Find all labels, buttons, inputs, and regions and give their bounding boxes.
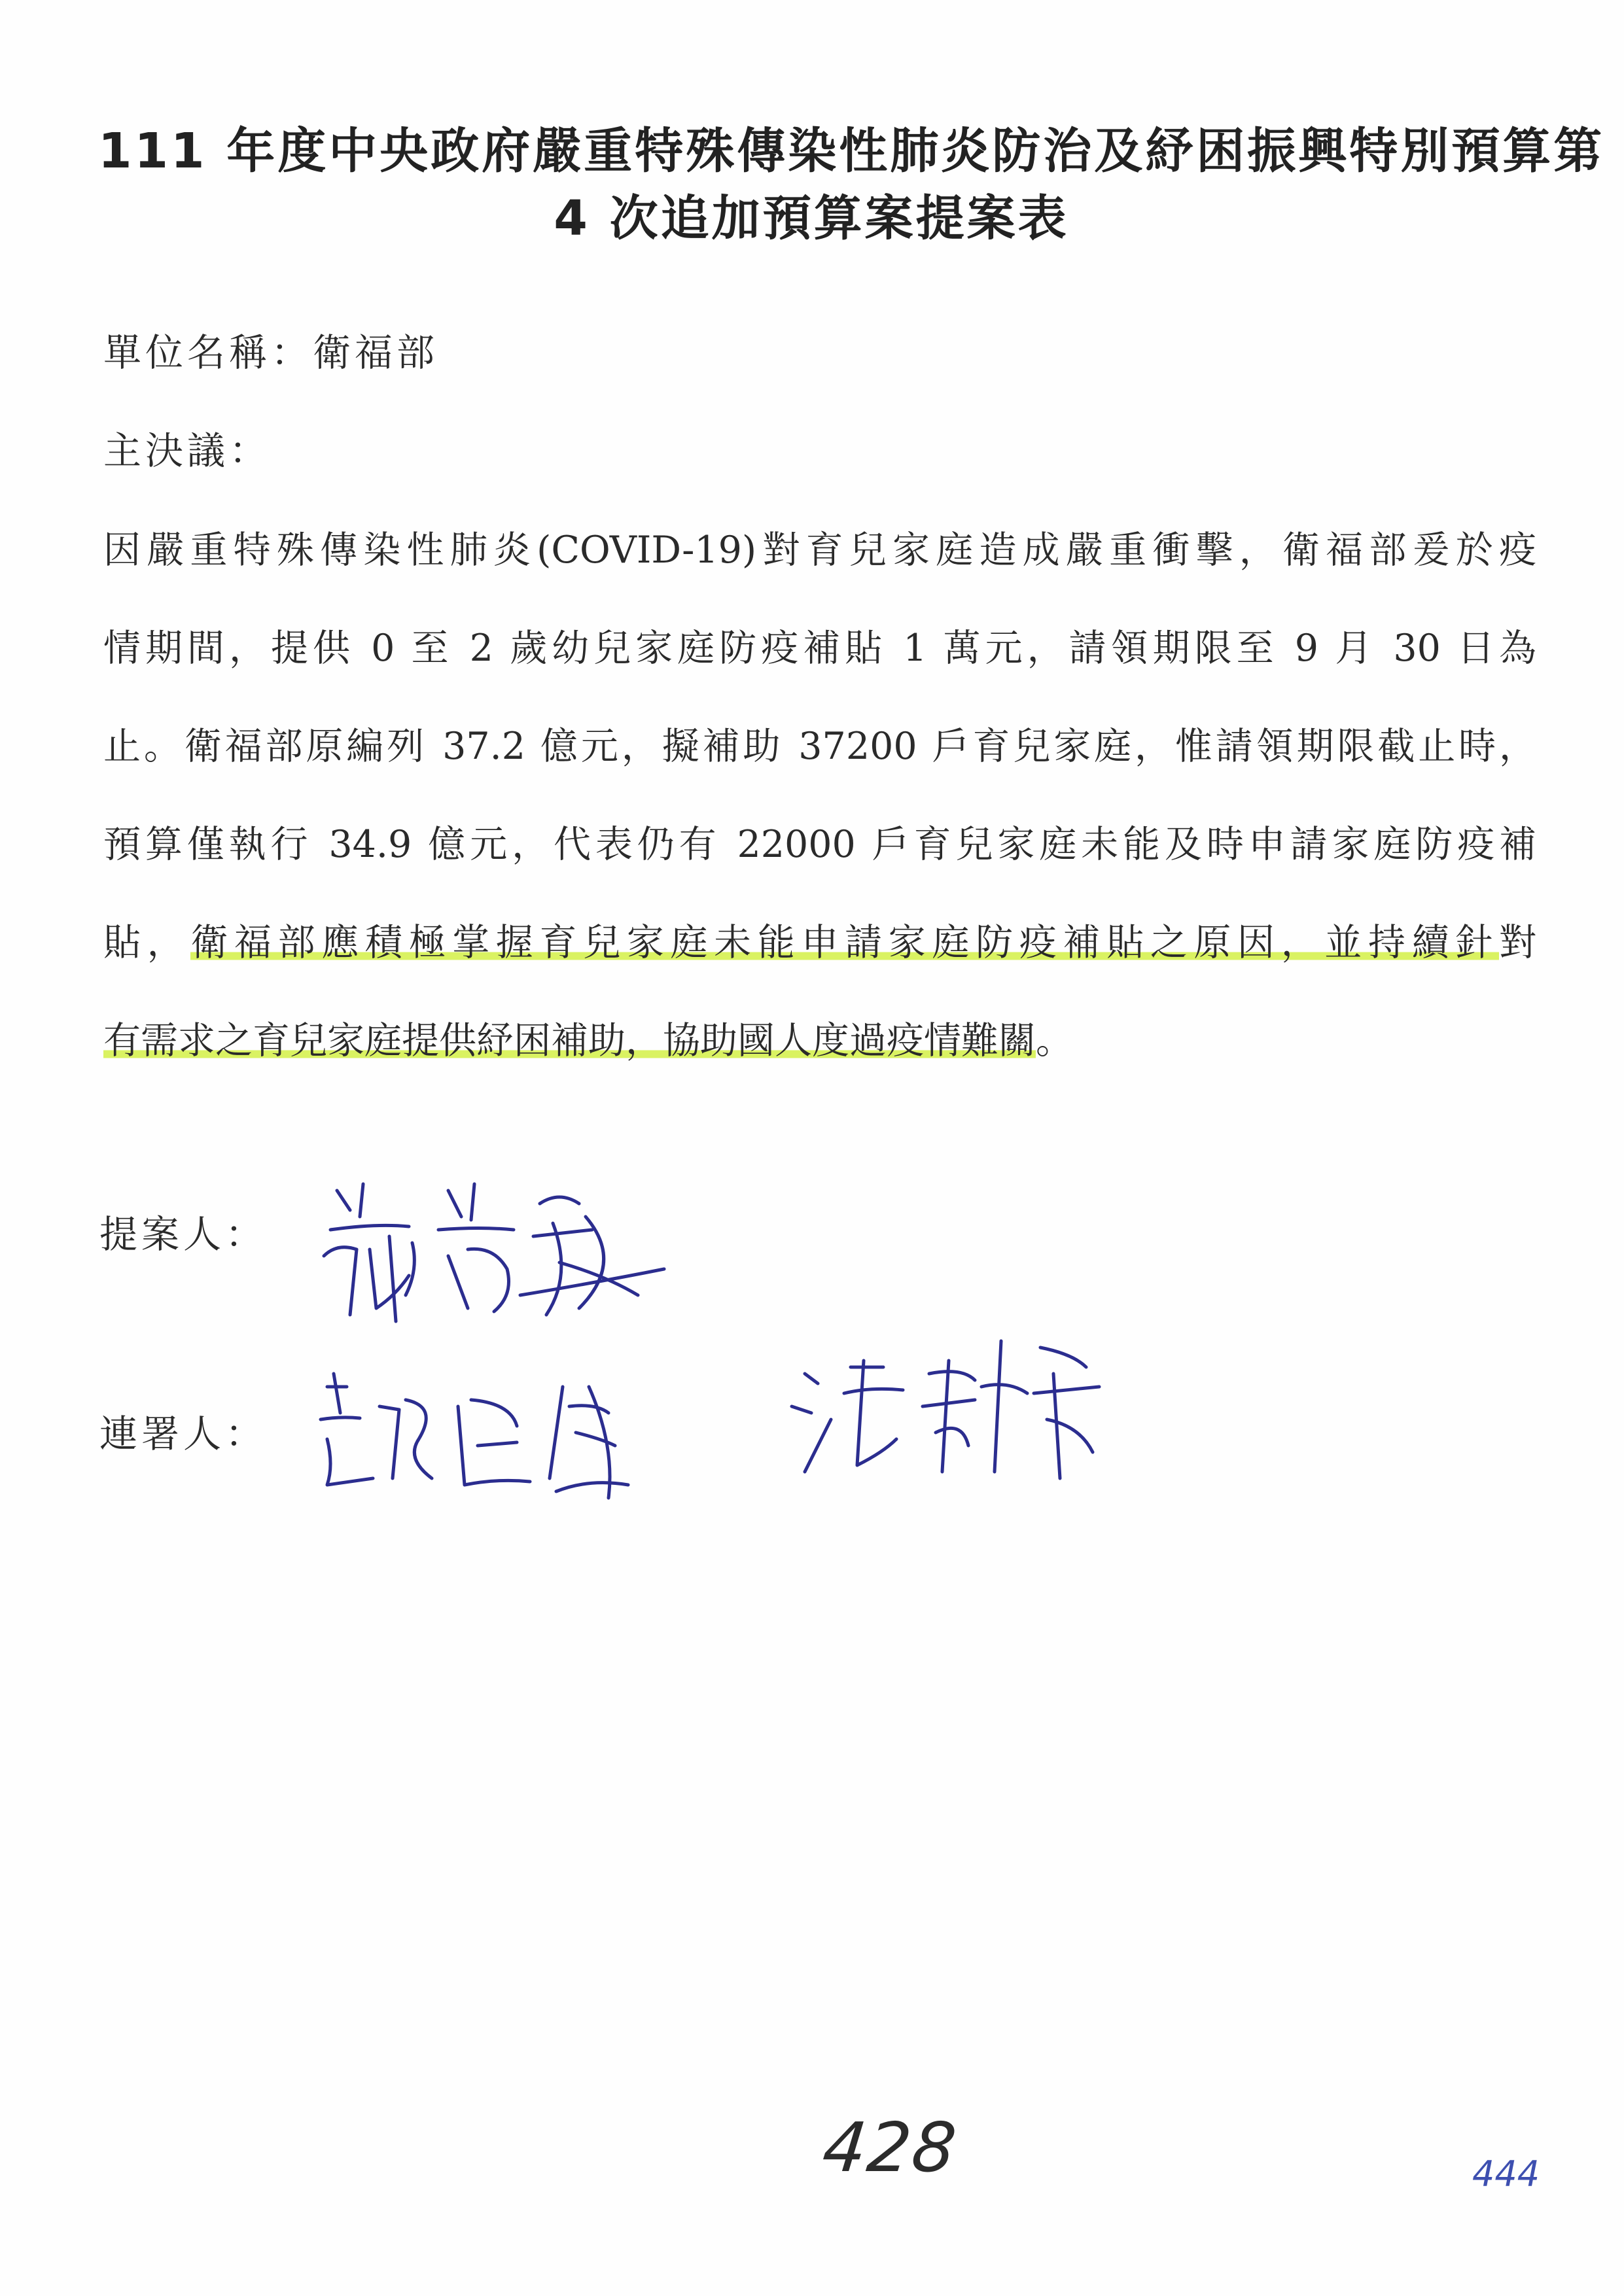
body-line-4: 預算僅執行 34.9 億元，代表仍有 22000 戶育兒家庭未能及時申請家庭防疫補 [103, 823, 1536, 866]
body-line-6 [103, 1011, 1536, 1064]
sequence-number: 444 [1472, 2153, 1540, 2195]
body-line-5-tail: 對 [1499, 921, 1536, 964]
body-line-3: 止。衛福部原編列 37.2 億元，擬補助 37200 戶育兒家庭，惟請領期限截止時， [103, 725, 1536, 768]
proposer-signature [298, 1164, 690, 1334]
body-line-5 [103, 913, 1536, 966]
cosigner-signature-1 [301, 1348, 667, 1505]
body-line-6-tail: 。 [1036, 1019, 1073, 1062]
cosigner-label: 連署人： [99, 1412, 268, 1456]
page-number: 428 [819, 2108, 961, 2187]
document-title-line1: 111 年度中央政府嚴重特殊傳染性肺炎防治及紓困振興特別預算第 [98, 123, 1605, 179]
body-line-2: 情期間，提供 0 至 2 歲幼兒家庭防疫補貼 1 萬元，請領期限至 9 月 30 日為 [103, 627, 1536, 670]
cosigner-signature-2 [766, 1321, 1132, 1491]
main-resolution-label: 主決議： [103, 428, 272, 473]
highlighted-text-2: 有需求之育兒家庭提供紓困補助，協助國人度過疫情難關 [103, 1019, 1036, 1062]
highlighted-text-1: 衛福部應積極掌握育兒家庭未能申請家庭防疫補貼之原因，並持續針 [190, 921, 1499, 964]
document-title-line2: 4 次追加預算案提案表 [554, 190, 1069, 247]
unit-name: 單位名稱：衛福部 [103, 330, 439, 375]
proposer-label: 提案人： [99, 1212, 268, 1257]
body-line-5-plain: 貼， [103, 921, 191, 964]
body-line-1: 因嚴重特殊傳染性肺炎(COVID-19)對育兒家庭造成嚴重衝擊，衛福部爰於疫 [103, 529, 1536, 572]
